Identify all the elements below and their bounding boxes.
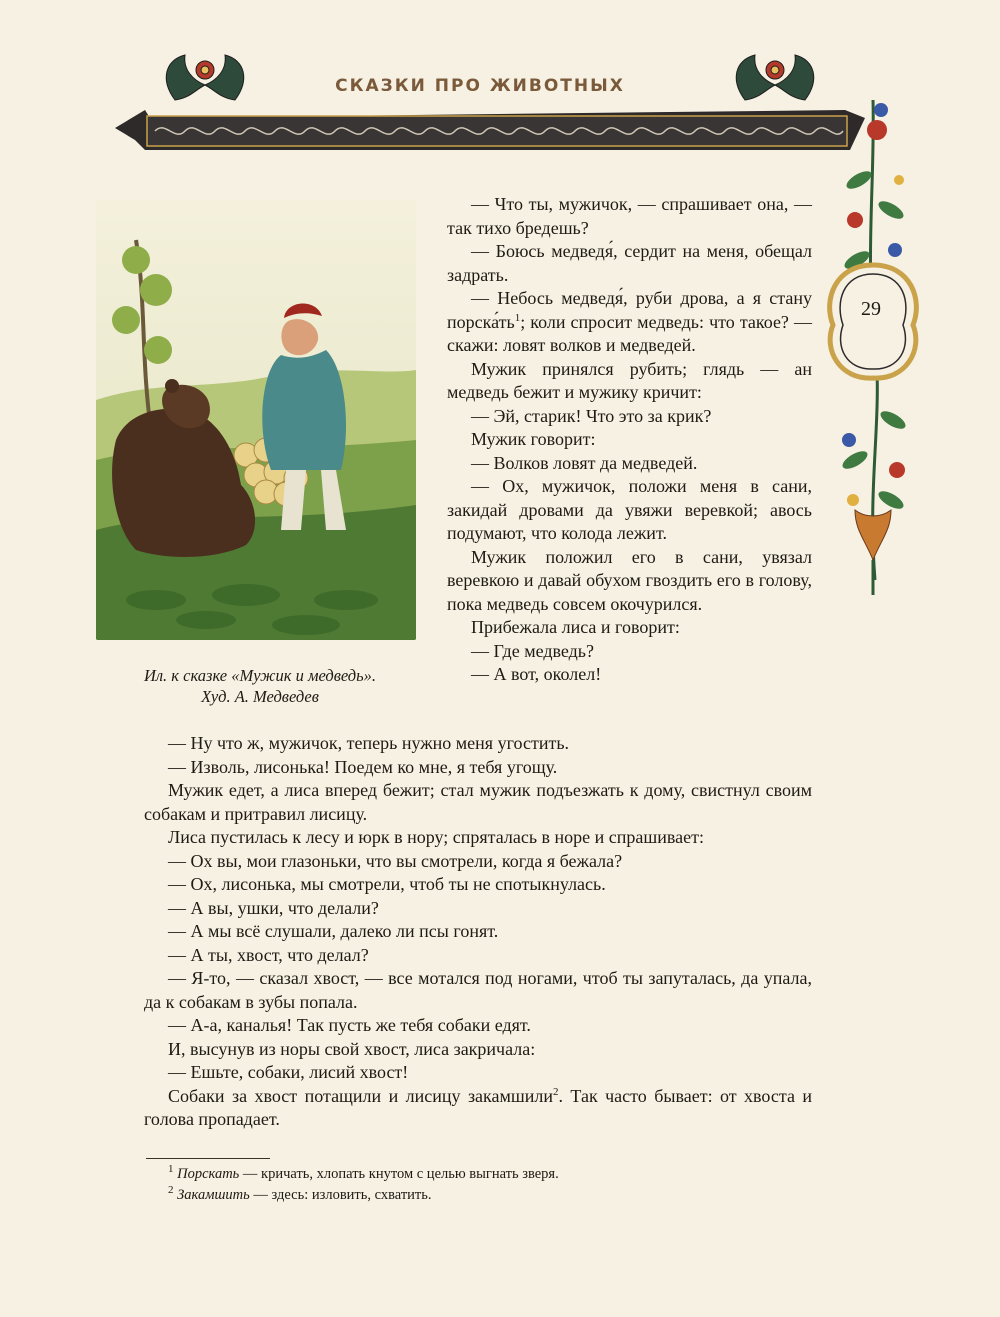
footnote-mark: 1 [514, 311, 521, 324]
paragraph: — Эй, старик! Что это за крик? [471, 405, 712, 426]
paragraph: Мужик принялся рубить; глядь — ан медведь бежит и мужику кричит: [447, 358, 812, 402]
paragraph: — А вот, околел! [471, 664, 602, 684]
paragraph: Лиса пустилась к лесу и юрк в нору; спряталась в норе и спрашивает: [168, 827, 705, 847]
text-column-right [447, 193, 812, 687]
page-number: 29 [861, 298, 881, 320]
paragraph: — Ох, лисонька, мы смотрели, чтоб ты не спотыкнулась. [168, 874, 606, 894]
paragraph: — Ну что ж, мужичок, теперь нужно меня угостить. [168, 733, 570, 753]
paragraph: — Я-то, — сказал хвост, — все мотался под ногами, чтоб ты запуталась, да упала, да к собакам в зубы попала. [144, 968, 812, 1012]
footnote-mark: 2 [553, 1085, 559, 1098]
paragraph: Мужик едет, а лиса вперед бежит; стал мужик подъезжать к дому, свистнул своим собакам и притравил лисицу. [144, 780, 812, 824]
paragraph: — Волков ловят да медведей. [471, 452, 698, 473]
footnote-1: $^1$ Порскать — кричать, хлопать кнутом с целью выгнать зверя. [168, 1163, 559, 1182]
paragraph: — Ох, мужичок, положи меня в сани, закидай дровами да увяжи веревкой; авось подумают, что колода лежит. [447, 476, 812, 543]
footnotes [168, 1164, 808, 1206]
paragraph: — Где медведь? [471, 640, 595, 661]
caption-line-2: Худ. А. Медведев [201, 687, 319, 706]
paragraph: Прибежала лиса и говорит: [471, 617, 680, 637]
paragraph: Мужик положил его в сани, увязал веревкою и давай обухом гвоздить его в голову, пока медведь совсем окочурился. [447, 546, 812, 614]
text-full-width [144, 732, 812, 1132]
running-title: СКАЗКИ ПРО ЖИВОТНЫХ [335, 76, 625, 96]
paragraph: — А ты, хвост, что делал? [168, 944, 369, 965]
floral-vine-ornament-icon [815, 60, 935, 610]
paragraph: — А-а, каналья! Так пусть же тебя собаки едят. [168, 1015, 531, 1035]
paragraph: — Ох вы, мои глазоньки, что вы смотрели, когда я бежала? [168, 850, 623, 871]
header-ornament-icon [105, 40, 895, 160]
illustration-caption [100, 665, 420, 707]
paragraph: Собаки за хвост потащили и лисицу закамшили$^2$. Так часто бывает: от хвоста и голова пропадает. [144, 1085, 812, 1129]
paragraph: — Боюсь медведя́, сердит на меня, обещал задрать. [447, 241, 812, 285]
paragraph: Мужик говорит: [471, 429, 596, 449]
caption-line-1: Ил. к сказке «Мужик и медведь». [143, 666, 377, 685]
paragraph: — Изволь, лисонька! Поедем ко мне, я тебя угощу. [168, 756, 558, 777]
footnote-divider [146, 1158, 270, 1159]
illustration-bear-and-peasant [96, 200, 416, 640]
paragraph: — Небось медведя́, руби дрова, а я стану $порска́ть^1$; коли спросит медведь: что такое? — скажи: ловят волков и медведей. [447, 288, 812, 355]
paragraph: И, высунув из норы свой хвост, лиса закричала: [168, 1038, 536, 1059]
paragraph: — Ешьте, собаки, лисий хвост! [168, 1062, 409, 1082]
paragraph: — А вы, ушки, что делали? [168, 897, 379, 918]
paragraph: — А мы всё слушали, далеко ли псы гонят. [168, 921, 499, 941]
footnote-2: $^2$ Закамшить — здесь: изловить, схватить. [168, 1184, 432, 1203]
paragraph: — Что ты, мужичок, — спрашивает она, — так тихо бредешь? [447, 194, 812, 238]
